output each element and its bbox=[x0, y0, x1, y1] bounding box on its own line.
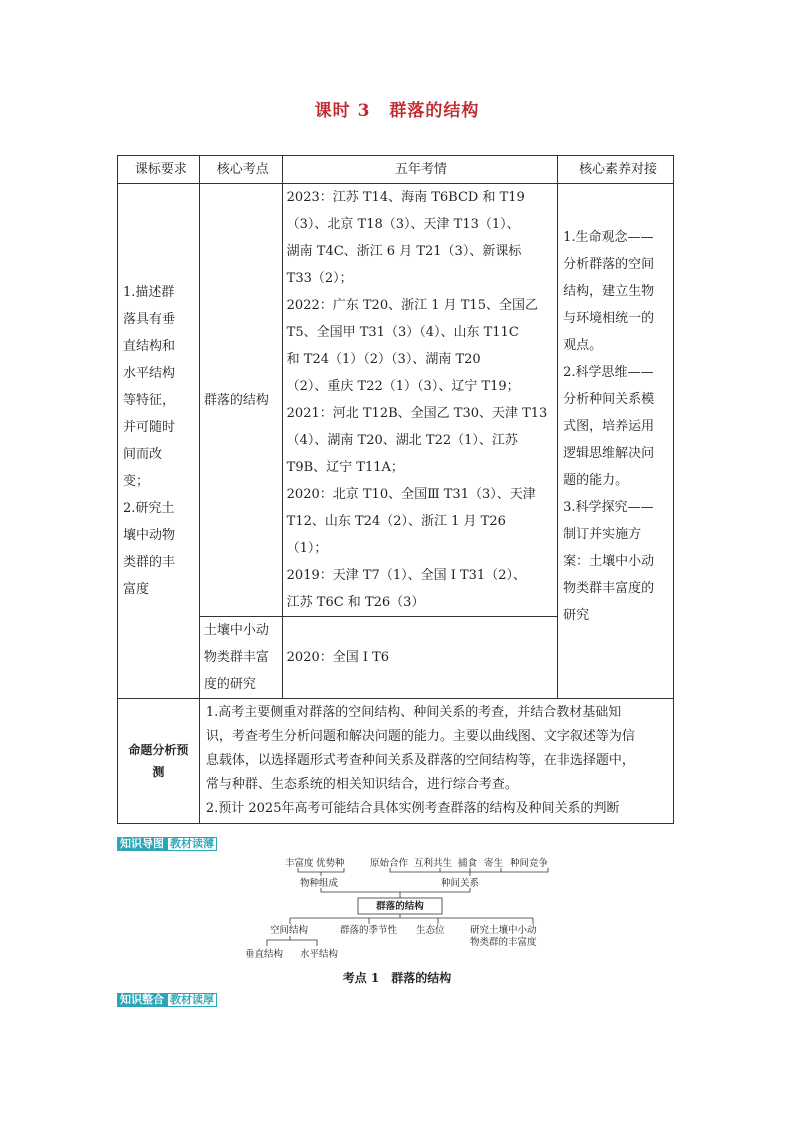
tag-sub-label: 教材读薄 bbox=[167, 837, 217, 851]
text-line: T12、山东 T24（2）、浙江 1 月 T26 bbox=[286, 514, 506, 529]
table-row bbox=[118, 184, 674, 617]
map-node: 种间竞争 bbox=[510, 858, 549, 869]
text-line: 物类群丰富 bbox=[203, 650, 269, 665]
text-line: 2020：北京 T10、全国Ⅲ T31（3）、天津 bbox=[286, 487, 536, 502]
header-exam: 五年考情 bbox=[282, 156, 557, 184]
text-line: 式图，培养运用 bbox=[563, 419, 655, 434]
text-line: 观点。 bbox=[563, 338, 603, 353]
exam-overview-table bbox=[117, 155, 674, 824]
requirement-text bbox=[123, 279, 199, 603]
map-node: 种间关系 bbox=[441, 878, 480, 889]
map-node: 寄生 bbox=[484, 858, 504, 869]
topic-cell: 群落的结构 bbox=[199, 184, 282, 617]
literacy-cell bbox=[558, 184, 674, 699]
text-line: 江苏 T6C 和 T26（3） bbox=[286, 595, 425, 610]
lesson-name: 群落的结构 bbox=[389, 101, 480, 121]
text-line: 测 bbox=[152, 765, 165, 779]
text-line: 湖南 T4C、浙江 6 月 T21（3）、新课标 bbox=[286, 244, 522, 259]
text-line: 类群的丰 bbox=[123, 555, 176, 570]
analysis-label bbox=[118, 699, 200, 824]
text-line: （4）、湖南 T20、湖北 T22（1）、江苏 bbox=[286, 433, 518, 448]
exam-cell: 2020：全国 I T6 bbox=[282, 617, 557, 699]
header-requirement: 课标要求 bbox=[118, 156, 200, 184]
exam-text bbox=[287, 184, 555, 616]
text-line: 间而改 bbox=[123, 447, 163, 462]
text-line: 2.科学思维—— bbox=[563, 365, 654, 380]
text-line: 1.生命观念—— bbox=[563, 230, 654, 245]
text-line: 度的研究 bbox=[203, 677, 256, 692]
map-node: 研究土壤中小动 bbox=[470, 925, 537, 936]
map-node: 生态位 bbox=[416, 925, 445, 936]
lesson-number: 课时 3 bbox=[314, 101, 371, 121]
text-line: 逻辑思维解决问 bbox=[563, 446, 655, 461]
analysis-cell bbox=[199, 699, 673, 824]
text-line: （2）、重庆 T22（1）（3）、辽宁 T19； bbox=[286, 379, 520, 394]
requirement-cell bbox=[118, 184, 200, 699]
map-node: 物类群的丰富度 bbox=[470, 937, 537, 948]
text-line: 等特征， bbox=[123, 393, 176, 408]
text-line: 识，考查考生分析问题和解决问题的能力。主要以曲线图、文字叙述等为信 bbox=[205, 729, 635, 744]
page-title bbox=[0, 96, 794, 121]
literacy-text bbox=[563, 184, 673, 629]
text-line: 常与种群、生态系统的相关知识结合，进行综合考查。 bbox=[205, 777, 518, 792]
tag-sub-label: 教材读厚 bbox=[167, 993, 217, 1007]
text-line: T9B、辽宁 T11A； bbox=[286, 460, 404, 475]
table-header-row bbox=[118, 156, 674, 184]
text-line: 2.预计 2025年高考可能结合具体实例考查群落的结构及种间关系的判断 bbox=[205, 801, 620, 816]
topic-text bbox=[204, 617, 282, 698]
text-line: 1.描述群 bbox=[123, 285, 175, 300]
map-node: 物种组成 bbox=[300, 878, 339, 889]
text-line: 3.科学探究—— bbox=[563, 500, 654, 515]
text-line: 制订并实施方 bbox=[563, 527, 642, 542]
text-line: 2019：天津 T7（1）、全国 I T31（2）、 bbox=[286, 568, 526, 583]
knowledge-map bbox=[230, 852, 570, 964]
text-line: 并可随时 bbox=[123, 420, 176, 435]
text-line: （1）； bbox=[286, 541, 328, 556]
section-title: 考点 1 群落的结构 bbox=[342, 971, 452, 985]
map-node: 空间结构 bbox=[270, 925, 309, 936]
text-line: 和 T24（1）（2）（3）、湖南 T20 bbox=[286, 352, 481, 367]
analysis-label-text bbox=[122, 739, 195, 783]
text-line: 直结构和 bbox=[123, 339, 176, 354]
text-line: T33（2）； bbox=[286, 271, 353, 286]
text-line: 结构，建立生物 bbox=[563, 284, 655, 299]
map-node: 捕食 bbox=[458, 858, 478, 869]
tag-label: 知识导图 bbox=[117, 837, 167, 851]
map-node: 丰富度 bbox=[285, 858, 314, 869]
integration-tag bbox=[117, 993, 217, 1007]
tag-label: 知识整合 bbox=[117, 993, 167, 1007]
map-node: 垂直结构 bbox=[245, 949, 284, 960]
topic-cell bbox=[199, 617, 282, 699]
text-line: 变； bbox=[123, 474, 150, 489]
map-node: 互利共生 bbox=[414, 858, 453, 869]
header-literacy: 核心素养对接 bbox=[558, 156, 674, 184]
table-row bbox=[118, 699, 674, 824]
map-node: 原始合作 bbox=[370, 858, 409, 869]
text-line: 案：土壤中小动 bbox=[563, 554, 655, 569]
exam-cell bbox=[282, 184, 557, 617]
header-topic: 核心考点 bbox=[199, 156, 282, 184]
map-node: 水平结构 bbox=[300, 949, 339, 960]
text-line: 2021：河北 T12B、全国乙 T30、天津 T13 bbox=[286, 406, 548, 421]
text-line: T5、全国甲 T31（3）（4）、山东 T11C bbox=[286, 325, 519, 340]
text-line: 与环境相统一的 bbox=[563, 311, 655, 326]
text-line: 1.高考主要侧重对群落的空间结构、种间关系的考查，并结合教材基础知 bbox=[205, 705, 622, 720]
text-line: 壤中动物 bbox=[123, 528, 176, 543]
text-line: 土壤中小动 bbox=[203, 623, 269, 638]
analysis-text bbox=[206, 701, 667, 821]
text-line: 题的能力。 bbox=[563, 473, 629, 488]
text-line: 水平结构 bbox=[123, 366, 176, 381]
text-line: 分析群落的空间 bbox=[563, 257, 655, 272]
text-line: 分析种间关系模 bbox=[563, 392, 655, 407]
mindmap-tag bbox=[117, 837, 217, 851]
text-line: 息载体，以选择题形式考查种间关系及群落的空间结构等，在非选择题中， bbox=[205, 753, 635, 768]
text-line: 2023：江苏 T14、海南 T6BCD 和 T19 bbox=[286, 190, 525, 205]
text-line: （3）、北京 T18（3）、天津 T13（1）、 bbox=[286, 217, 520, 232]
text-line: 2022：广东 T20、浙江 1 月 T15、全国乙 bbox=[286, 298, 538, 313]
text-line: 富度 bbox=[123, 582, 150, 597]
text-line: 2.研究土 bbox=[123, 501, 175, 516]
text-line: 命题分析预 bbox=[128, 743, 189, 757]
text-line: 物类群丰富度的 bbox=[563, 581, 655, 596]
text-line: 落具有垂 bbox=[123, 312, 176, 327]
map-node: 群落的季节性 bbox=[340, 925, 398, 936]
map-node: 优势种 bbox=[316, 858, 345, 869]
text-line: 研究 bbox=[563, 608, 590, 623]
map-center-node: 群落的结构 bbox=[376, 901, 424, 912]
